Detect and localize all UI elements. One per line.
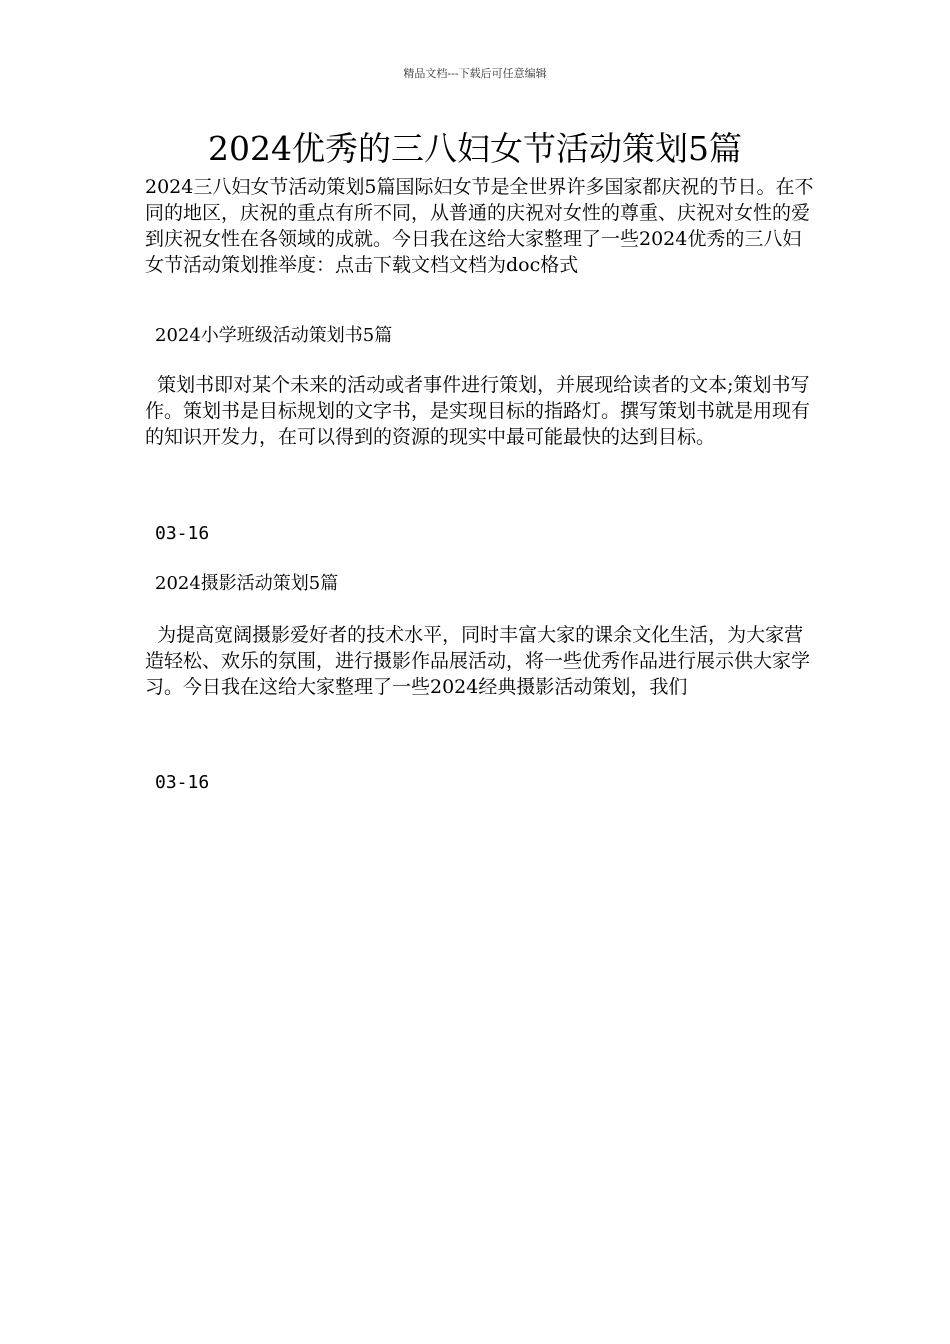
- document-title: 2024优秀的三八妇女节活动策划5篇: [208, 129, 742, 168]
- item-date: 03-16: [155, 523, 210, 544]
- header-note: 精品文档---下载后可任意编辑: [403, 67, 547, 80]
- item-title-link[interactable]: 2024小学班级活动策划书5篇: [155, 325, 393, 346]
- item-date: 03-16: [155, 772, 210, 793]
- intro-paragraph: 2024三八妇女节活动策划5篇国际妇女节是全世界许多国家都庆祝的节日。在不同的地区，庆祝的重点有所不同，从普通的庆祝对女性的尊重、庆祝对女性的爱到庆祝女性在各领域的成就。今日我在这给大家整理了一些2024优秀的三八妇女节活动策划推举度：点击下载文档文档为doc格式: [145, 176, 814, 276]
- item-description: 为提高宽阔摄影爱好者的技术水平，同时丰富大家的课余文化生活，为大家营造轻松、欢乐的氛围，进行摄影作品展活动，将一些优秀作品进行展示供大家学习。今日我在这给大家整理了一些2024经典摄影活动策划，我们: [145, 624, 811, 698]
- item-description: 策划书即对某个未来的活动或者事件进行策划，并展现给读者的文本;策划书写作。策划书是目标规划的文字书，是实现目标的指路灯。撰写策划书就是用现有的知识开发力，在可以得到的资源的现实中最可能最快的达到目标。: [145, 374, 811, 448]
- item-title-link[interactable]: 2024摄影活动策划5篇: [155, 573, 339, 594]
